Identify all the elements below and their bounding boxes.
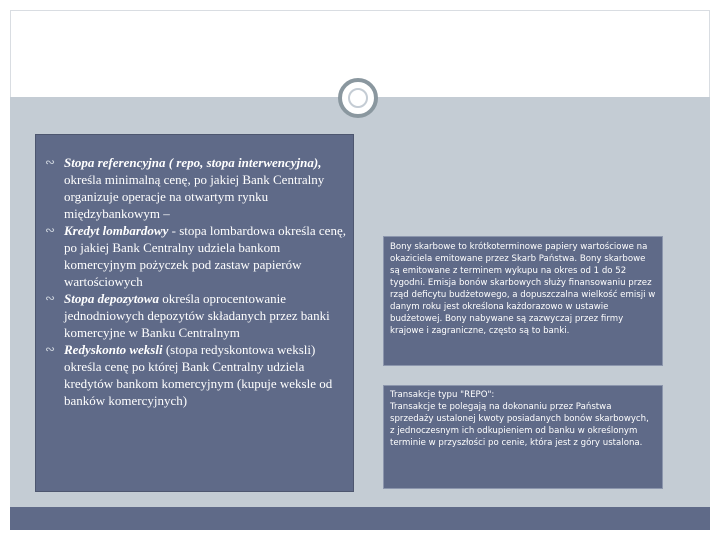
bullet-panel (35, 134, 354, 492)
treasury-bills-text: Bony skarbowe to krótkoterminowe papiery wartościowe na okaziciela emitowane przez Skarb Państwa. Bony skarbowe są emitowane z terminem wykupu na okres od 1 do 52 tygodni. Emisja bonów skarbowych służy finansowaniu przez rząd deficytu budżetowego, a dopuszczalna wielkość emisji w danym roku jest określona każdorazowo w ustawie budżetowej. Bony nabywane są zazwyczaj przez firmy krajowe i zagraniczne, często są to banki. (390, 242, 656, 336)
decorative-ring-icon (338, 78, 378, 118)
treasury-bills-box (383, 236, 663, 366)
bullet-text: - stopa lombardowa określa cenę, po jakiej Bank Centralny udziela bankom komercyjnym pożyczek pod zastaw papierów wartościowych (64, 223, 346, 289)
bullet-item (36, 341, 355, 409)
bullet-term: Redyskonto weksli (64, 342, 163, 357)
repo-transactions-box (383, 385, 663, 489)
bullet-text: określa oprocentowanie jednodniowych depozytów składanych przez banki komercyjne w Banku Centralnym (64, 291, 330, 340)
bullet-term: Kredyt lombardowy (64, 223, 169, 238)
bullet-term: Stopa depozytowa (64, 291, 159, 306)
bullet-item (36, 154, 355, 222)
scroll-bullet-icon: ∾ (45, 291, 56, 305)
bullet-term: Stopa referencyjna ( repo, stopa interwencyjna), (64, 155, 322, 170)
bullet-item (36, 222, 355, 290)
scroll-bullet-icon: ∾ (45, 155, 56, 169)
scroll-bullet-icon: ∾ (45, 342, 56, 356)
slide-footer-bar (10, 507, 710, 530)
ring-inner (348, 88, 368, 108)
bullet-text: określa minimalną cenę, po jakiej Bank Centralny organizuje operacje na otwartym rynku międzybankowym – (64, 172, 325, 221)
bullet-item (36, 290, 355, 341)
bullet-text: (stopa redyskontowa weksli) określa cenę po której Bank Centralny udziela kredytów bankom komercyjnym (kupuje weksle od banków komercyjnych) (64, 342, 333, 408)
bullet-list (36, 154, 355, 409)
repo-transactions-text: Transakcje typu "REPO": Transakcje te polegają na dokonaniu przez Państwa sprzedaży ustalonej kwoty posiadanych bonów skarbowych, z jednoczesnym ich odkupieniem od banku w określonym terminie w przyszłości po cenie, która jest z góry ustalona. (390, 390, 649, 448)
scroll-bullet-icon: ∾ (45, 223, 56, 237)
